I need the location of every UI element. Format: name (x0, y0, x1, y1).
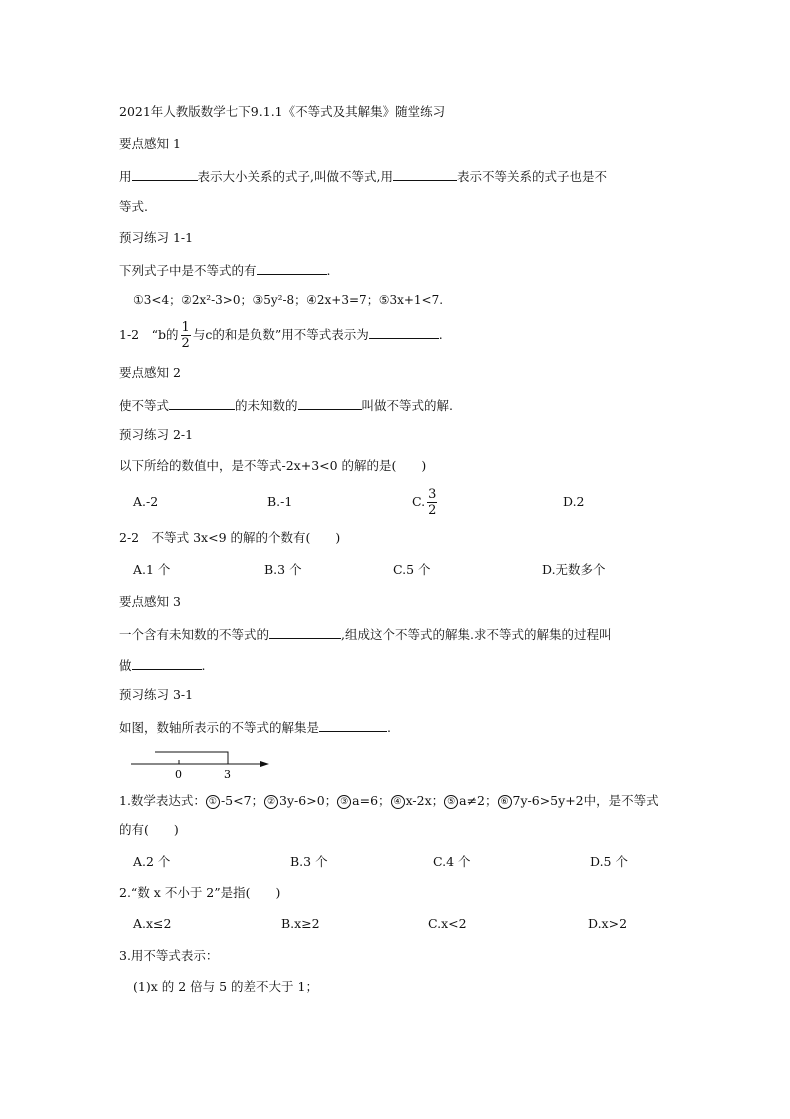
key-point-3-line-2: 做 . (119, 658, 206, 673)
exercise-1-1-items: ①3<4；②2x²-3>0；③5y²-8；④2x+3=7；⑤3x+1<7. (133, 293, 444, 307)
exercise-1-2-question: 1-2 “b的 $\frac{1}{2}$ 与c的和是负数”用不等式表示为 . (119, 320, 443, 351)
answer-blank[interactable] (369, 325, 439, 339)
fraction-three-halves: $\frac{3}{2}$ (428, 487, 437, 518)
option-b: B.3 个 (290, 854, 328, 869)
option-b: B.x≥2 (281, 916, 320, 931)
question-3-part-1: (1)x 的 2 倍与 5 的差不大于 1； (133, 979, 318, 994)
key-point-2-line: 使不等式 的未知数的 叫做不等式的解. (119, 398, 454, 413)
answer-blank[interactable] (257, 261, 327, 275)
option-d: D.无数多个 (542, 562, 606, 577)
option-a: A.-2 (133, 494, 159, 509)
exercise-2-1-question: 以下所给的数值中，是不等式-2x+3<0 的解的是( ) (119, 458, 427, 473)
solution-set-ray (155, 752, 228, 764)
option-c: C.5 个 (393, 562, 431, 577)
answer-blank[interactable] (132, 656, 202, 670)
exercise-3-1-heading: 预习练习 3-1 (119, 687, 194, 702)
question-1-line-1: 1.数学表达式： ① -5<7； ② 3y-6>0； ③ a=6； ④ x-2x； ⑤ a≠2； ⑥ 7y-6>5y+2中，是不等式 (119, 793, 659, 808)
tick-label-zero: 0 (175, 768, 182, 781)
option-c: C.x<2 (428, 916, 467, 931)
option-b: B.3 个 (264, 562, 302, 577)
key-point-1-line-2: 等式. (119, 199, 148, 214)
key-point-2-heading: 要点感知 2 (119, 365, 181, 380)
exercise-2-2-question: 2-2 不等式 3x<9 的解的个数有( ) (119, 530, 341, 545)
option-a: A.1 个 (133, 562, 171, 577)
axis-arrow-icon (260, 761, 269, 767)
exercise-1-1-heading: 预习练习 1-1 (119, 230, 194, 245)
answer-blank[interactable] (132, 167, 198, 181)
option-a: A.2 个 (133, 854, 171, 869)
answer-blank[interactable] (298, 396, 362, 410)
document-title: 2021年人教版数学七下9.1.1《不等式及其解集》随堂练习 (119, 104, 446, 119)
option-c: C.4 个 (433, 854, 471, 869)
key-point-1-heading: 要点感知 1 (119, 136, 181, 151)
key-point-1-line-1: 用 表示大小关系的式子,叫做不等式,用 表示不等关系的式子也是不 (119, 169, 607, 184)
option-a: A.x≤2 (133, 916, 172, 931)
key-point-3-line-1: 一个含有未知数的不等式的 ,组成这个不等式的解集.求不等式的解集的过程叫 (119, 627, 612, 642)
fraction-one-half: $\frac{1}{2}$ (181, 320, 190, 351)
answer-blank[interactable] (319, 718, 387, 732)
tick-label-three: 3 (224, 768, 231, 781)
option-d: D.x>2 (588, 916, 628, 931)
question-1-line-2: 的有( ) (119, 822, 179, 837)
option-d: D.2 (563, 494, 585, 509)
exercise-1-1-question: 下列式子中是不等式的有 . (119, 263, 331, 278)
answer-blank[interactable] (269, 625, 341, 639)
question-2: 2.“数 x 不小于 2”是指( ) (119, 885, 281, 900)
option-c: C. $\frac{3}{2}$ (412, 487, 437, 518)
key-point-3-heading: 要点感知 3 (119, 594, 181, 609)
answer-blank[interactable] (393, 167, 457, 181)
exercise-2-1-heading: 预习练习 2-1 (119, 427, 194, 442)
exercise-3-1-question: 如图，数轴所表示的不等式的解集是 . (119, 720, 391, 735)
option-d: D.5 个 (590, 854, 628, 869)
answer-blank[interactable] (169, 396, 235, 410)
option-b: B.-1 (267, 494, 293, 509)
question-3: 3.用不等式表示： (119, 948, 219, 963)
number-line-figure (125, 742, 275, 782)
